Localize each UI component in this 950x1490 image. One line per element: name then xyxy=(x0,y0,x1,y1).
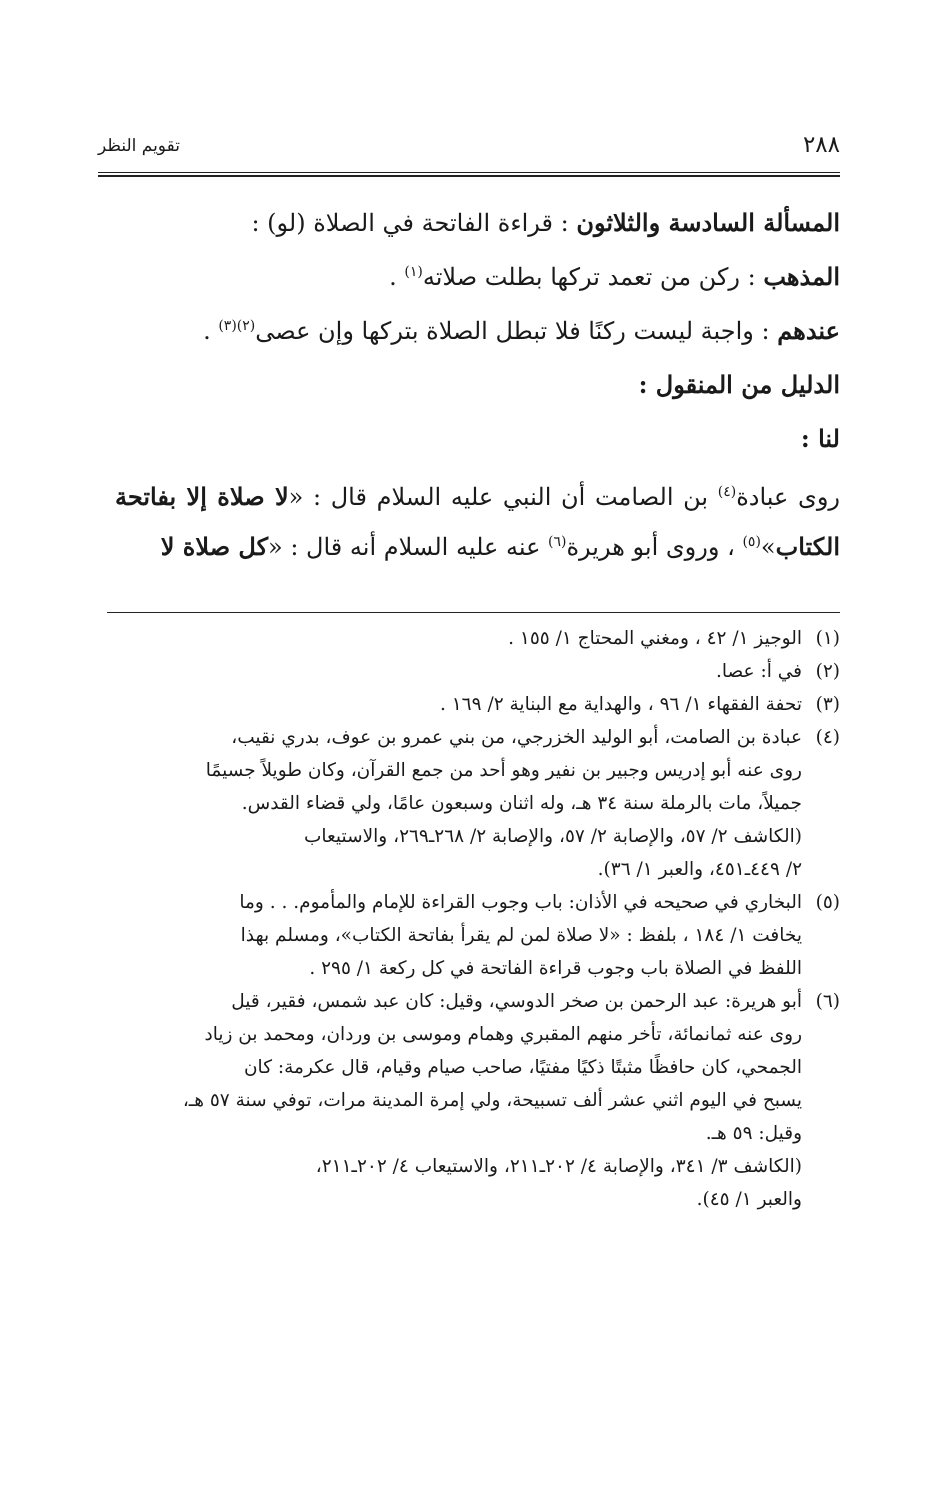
para-text-5: عنه عليه السلام أنه قال : « xyxy=(268,533,549,561)
footnote-line: البخاري في صحيحه في الأذان: باب وجوب القراءة للإمام والمأموم. . . وما xyxy=(239,892,802,913)
footnote-text xyxy=(107,985,802,1216)
main-text xyxy=(115,196,840,572)
indahum-end: . xyxy=(203,317,219,345)
footnote-line: في أ: عصا. xyxy=(716,661,802,682)
footnote-6 xyxy=(107,985,840,1216)
footnote-line: عبادة بن الصامت، أبو الوليد الخزرجي، من بني عمرو بن عوف، بدري نقيب، xyxy=(231,727,802,748)
madhhab-text: : ركن من تعمد تركها بطلت صلاته xyxy=(422,263,764,291)
footnote-ref-1[interactable]: (١) xyxy=(404,264,423,280)
footnote-text xyxy=(107,622,802,655)
madhhab-label: المذهب xyxy=(763,262,840,291)
hadith-quote-2: كل صلاة لا xyxy=(160,532,269,561)
footnote-4 xyxy=(107,721,840,886)
footnote-ref-4[interactable]: (٤) xyxy=(717,484,737,500)
page-number: ٢٨٨ xyxy=(802,132,840,158)
footnote-line: أبو هريرة: عبد الرحمن بن صخر الدوسي، وقيل: كان عبد شمس، فقير، قيل xyxy=(231,991,802,1012)
indahum-label: عندهم xyxy=(777,316,840,345)
footnote-line: تحفة الفقهاء ١/ ٩٦ ، والهداية مع البناية ٢/ ١٦٩ . xyxy=(439,694,802,715)
footnote-text xyxy=(107,721,802,886)
evidence-heading: الدليل من المنقول : xyxy=(638,370,840,399)
book-title: تقويم النظر xyxy=(98,136,180,156)
footnote-number: (٦) xyxy=(815,991,840,1012)
lana-heading: لنا : xyxy=(800,424,840,453)
footnote-number: (٥) xyxy=(815,892,840,913)
footnote-line: اللفظ في الصلاة باب وجوب قراءة الفاتحة في كل ركعة ١/ ٢٩٥ . xyxy=(309,958,802,979)
footnote-line: يسبح في اليوم اثني عشر ألف تسبيحة، ولي إمرة المدينة مرات، توفي سنة ٥٧ هـ، xyxy=(182,1090,802,1111)
footnote-ref-6[interactable]: (٦) xyxy=(548,534,567,550)
madhhab-line xyxy=(115,250,840,304)
footnote-line: وقيل: ٥٩ هـ. xyxy=(705,1123,802,1144)
footnote-5 xyxy=(107,886,840,985)
para-text-3: » xyxy=(760,533,776,561)
footnote-line: والعبر ١/ ٤٥). xyxy=(696,1189,802,1210)
footnote-line: الجمحي، كان حافظًا مثبتًا ذكيًا مفتيًا، صاحب صيام وقيام، قال عكرمة: كان xyxy=(243,1057,802,1078)
footnote-line: جميلاً، مات بالرملة سنة ٣٤ هـ، وله اثنان وسبعون عامًا، ولي قضاء القدس. xyxy=(241,793,802,814)
para-text-4: ، وروى أبو هريرة xyxy=(566,533,743,561)
para-text-2: بن الصامت أن النبي عليه السلام قال : « xyxy=(288,483,718,511)
footnote-number: (١) xyxy=(815,628,840,649)
issue-text: : قراءة الفاتحة في الصلاة (لو) : xyxy=(251,209,577,237)
footnote-line: روى عنه ثمانمائة، تأخر منهم المقبري وهمام وموسى بن وردان، ومحمد بن زياد xyxy=(204,1024,802,1045)
footnote-ref-5[interactable]: (٥) xyxy=(742,534,761,550)
issue-line xyxy=(115,196,840,250)
footnote-line: يخافت ١/ ١٨٤ ، بلفظ : «لا صلاة لمن لم يقرأ بفاتحة الكتاب»، ومسلم بهذا xyxy=(240,925,802,946)
hadith-quote-1: لا صلاة إلا بفاتحة الكتاب xyxy=(115,482,840,561)
evidence-paragraph xyxy=(115,472,840,572)
footnote-line: (الكاشف ٣/ ٣٤١، والإصابة ٤/ ٢٠٢ـ٢١١، والاستيعاب ٤/ ٢٠٢ـ٢١١، xyxy=(315,1156,802,1177)
indahum-line xyxy=(115,304,840,358)
footnote-text xyxy=(107,886,802,985)
footnote-line: ٢/ ٤٤٩ـ٤٥١، والعبر ١/ ٣٦). xyxy=(597,859,802,880)
footnote-line: الوجيز ١/ ٤٢ ، ومغني المحتاج ١/ ١٥٥ . xyxy=(508,628,802,649)
footnote-text xyxy=(107,655,802,688)
footnote-rule xyxy=(107,612,840,613)
footnote-1 xyxy=(107,622,840,655)
footnote-text xyxy=(107,688,802,721)
madhhab-end: . xyxy=(389,263,405,291)
footnote-ref-2-3[interactable]: (٢)(٣) xyxy=(218,318,256,334)
footnotes xyxy=(107,622,840,1216)
footnote-line: (الكاشف ٢/ ٥٧، والإصابة ٢/ ٥٧، والإصابة ٢/ ٢٦٨ـ٢٦٩، والاستيعاب xyxy=(303,826,802,847)
footnote-3 xyxy=(107,688,840,721)
header-rule xyxy=(98,172,840,177)
issue-title: المسألة السادسة والثلاثون xyxy=(576,208,840,237)
running-header xyxy=(98,128,840,170)
indahum-text: : واجبة ليست ركنًا فلا تبطل الصلاة بتركها وإن عصى xyxy=(255,317,778,345)
footnote-line: روى عنه أبو إدريس وجبير بن نفير وهو أحد من جمع القرآن، وكان طويلاً جسيمًا xyxy=(205,760,802,781)
footnote-number: (٢) xyxy=(815,661,840,682)
footnote-number: (٣) xyxy=(815,694,840,715)
para-text-1: روى عبادة xyxy=(736,483,840,511)
footnote-2 xyxy=(107,655,840,688)
footnote-number: (٤) xyxy=(815,727,840,748)
